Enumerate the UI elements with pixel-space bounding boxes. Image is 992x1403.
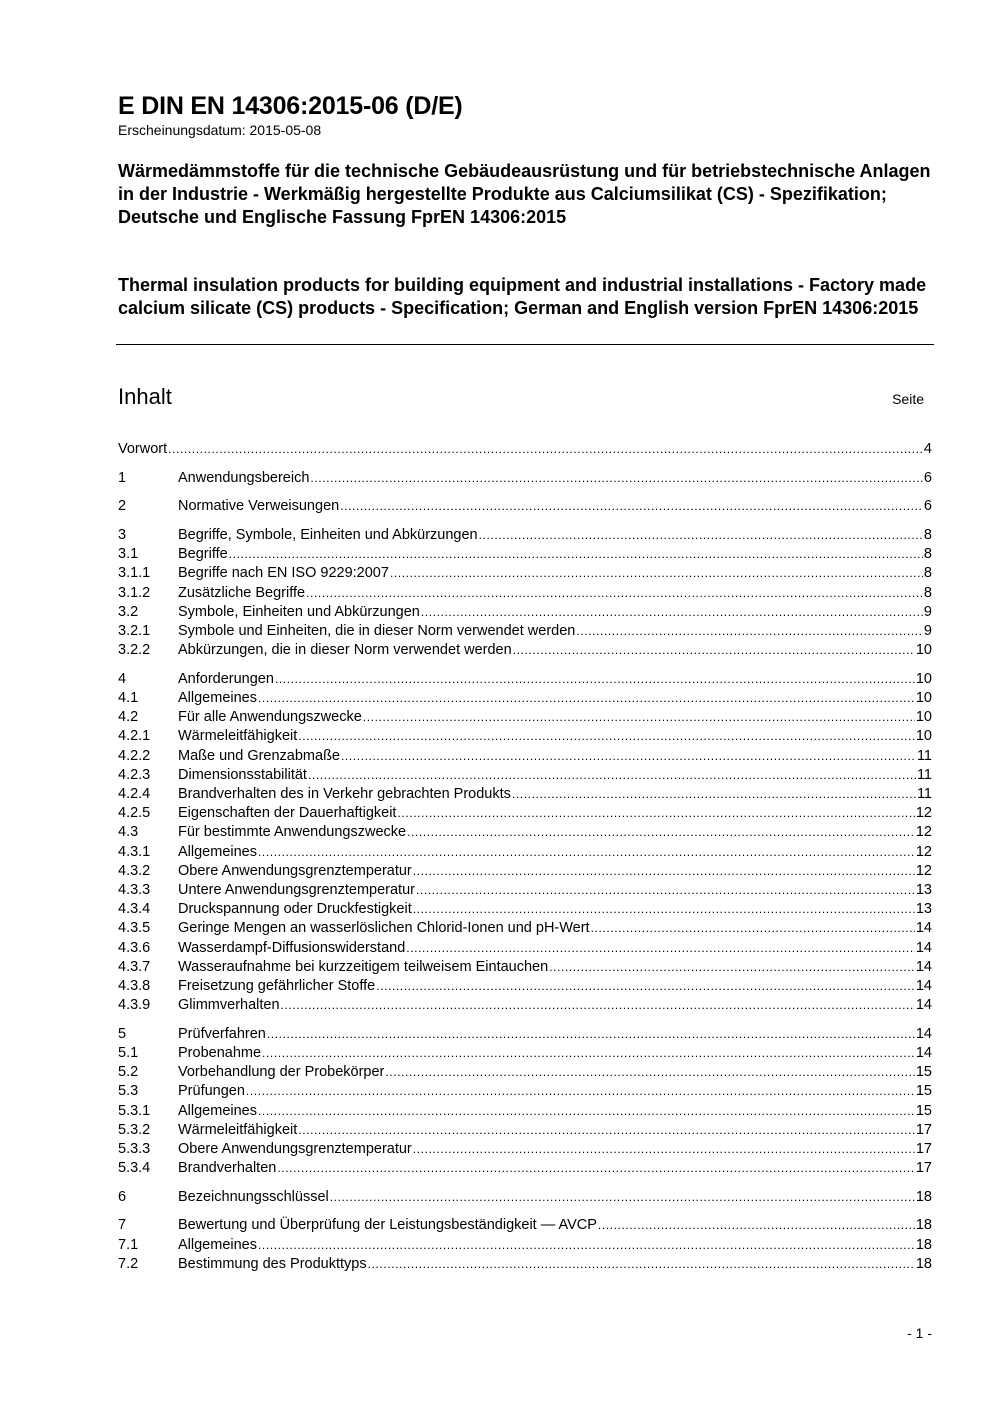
toc-entry-page: 10 [915,728,932,745]
toc-entry-number: 4.3.3 [118,881,151,898]
toc-heading: Inhalt [118,384,172,409]
toc-entry[interactable] [118,1025,932,1044]
toc-entry-number: 6 [118,1188,127,1205]
toc-entry[interactable] [118,1255,932,1274]
toc-dot-leader [591,919,915,938]
toc-entry-title: Bezeichnungsschlüssel [178,1188,329,1205]
toc-entry-page: 14 [915,997,932,1014]
toc-entry[interactable] [118,996,932,1015]
toc-entry-page: 15 [915,1083,932,1100]
toc-entry[interactable] [118,900,932,919]
toc-dot-leader [341,747,916,766]
toc-entry-number: 2 [118,498,127,515]
document-id: E DIN EN 14306:2015-06 (D/E) [118,92,463,120]
toc-entry-title: Wärmeleitfähigkeit [178,1121,298,1138]
toc-dot-leader [258,1236,915,1255]
toc-entry-title: Zusätzliche Begriffe [178,584,306,601]
toc-entry-number: 4.3.4 [118,901,151,918]
toc-entry[interactable] [118,622,932,641]
toc-entry-number: 4.2.4 [118,786,151,802]
toc-entry[interactable] [118,919,932,938]
toc-entry[interactable] [118,440,932,459]
toc-entry[interactable] [118,670,932,689]
toc-entry-page: 14 [915,1025,932,1042]
toc-entry[interactable] [118,689,932,708]
toc-entry[interactable] [118,469,932,488]
toc-entry-page: 18 [915,1217,932,1234]
german-title: Wärmedämmstoffe für die technische Gebäudeausrüstung und für betriebstechnische Anlagen in der Industrie - Werkmäßig hergestellte Produkte aus Calciumsilikat (CS) - Spezifikation; Deutsche und Englische Fassung FprEN 14306:2015 [118,161,931,227]
toc-dot-leader [413,862,915,881]
toc-entry[interactable] [118,881,932,900]
toc-entry-number: 4.2.1 [118,728,151,745]
toc-entry-page: 14 [915,939,932,956]
toc-dot-leader [308,766,916,785]
toc-entry-page: 17 [915,1121,932,1138]
title-divider [116,344,934,345]
toc-entry[interactable] [118,958,932,977]
toc-entry-number: 4.1 [118,690,139,707]
publication-date: Erscheinungsdatum: 2015-05-08 [118,122,322,138]
toc-entry-title: Bestimmung des Produkttyps [178,1255,367,1272]
toc-entry[interactable] [118,545,932,564]
toc-entry-page: 10 [915,642,932,659]
page-number: - 1 - [907,1325,932,1341]
toc-entry-title: Begriffe, Symbole, Einheiten und Abkürzungen [178,527,478,544]
toc-dot-leader [168,440,923,459]
toc-entry[interactable] [118,708,932,727]
toc-entry[interactable] [118,939,932,958]
toc-entry[interactable] [118,584,932,603]
toc-entry-page: 12 [915,824,932,841]
toc-entry[interactable] [118,977,932,996]
toc-entry-page: 12 [915,805,932,822]
toc-dot-leader [246,1082,915,1101]
toc-entry-title: Symbole, Einheiten und Abkürzungen [178,603,420,620]
toc-entry-number: 4.2.2 [118,747,151,764]
toc-entry-number: 4.2 [118,709,139,726]
toc-entry-title: Begriffe [178,546,228,563]
toc-entry-title: Abkürzungen, die in dieser Norm verwendet werden [178,642,512,659]
toc-entry[interactable] [118,862,932,881]
toc-entry[interactable] [118,1063,932,1082]
toc-entry-title: Allgemeines [178,843,257,860]
toc-entry-title: Allgemeines [178,1236,257,1253]
toc-entry-number: 4.3.1 [118,843,151,860]
toc-entry-number: 7.1 [118,1236,139,1253]
toc-entry-number: 3.2.2 [118,642,151,659]
toc-dot-leader [598,1216,915,1235]
toc-entry-page: 17 [915,1160,932,1177]
toc-entry-title: Bewertung und Überprüfung der Leistungsbeständigkeit — AVCP [178,1217,597,1234]
toc-dot-leader [413,900,915,919]
toc-entry-title: Prüfungen [178,1083,245,1100]
toc-dot-leader [262,1044,915,1063]
toc-dot-leader [416,881,915,900]
toc-entry-number: 5.3.3 [118,1140,151,1157]
toc-entry-page: 6 [923,498,932,515]
toc-entry-number: 3.2 [118,603,139,620]
toc-dot-leader [363,708,915,727]
toc-dot-leader [306,584,923,603]
toc-entry[interactable] [118,785,932,804]
toc-entry-title: Begriffe nach EN ISO 9229:2007 [178,565,389,582]
toc-dot-leader [310,469,923,488]
toc-entry-title: Wärmeleitfähigkeit [178,728,298,745]
toc-entry-page: 14 [915,920,932,937]
toc-dot-leader [368,1255,915,1274]
toc-entry-page: 9 [923,623,932,639]
toc-entry-title: Anforderungen [178,670,274,687]
toc-entry-page: 11 [916,786,932,802]
toc-dot-leader [298,1121,915,1140]
toc-entry-title: Dimensionsstabilität [178,766,307,783]
toc-entry-number: 3.1.1 [118,565,151,582]
toc-entry-number: 4.3.6 [118,939,151,956]
toc-entry[interactable] [118,843,932,862]
toc-entry[interactable] [118,1044,932,1063]
toc-entry-title: Allgemeines [178,690,257,707]
toc-dot-leader [421,603,923,622]
toc-entry-title: Normative Verweisungen [178,498,340,515]
toc-entry[interactable] [118,564,932,583]
toc-entry-number: 4.3.8 [118,977,151,994]
toc-entry-title: Probenahme [178,1044,262,1061]
toc-dot-leader [385,1063,914,1082]
toc-entry-page: 14 [915,958,932,975]
toc-entry-page: 18 [915,1255,932,1272]
toc-entry-title: Für bestimmte Anwendungszwecke [178,824,407,841]
toc-entry-number: 3.1.2 [118,584,151,601]
toc-entry[interactable] [118,1102,932,1121]
toc-entry-title: Für alle Anwendungszwecke [178,709,362,726]
toc-entry-number: 5.3.1 [118,1102,151,1119]
toc-entry-title: Anwendungsbereich [178,469,310,486]
toc-entry-page: 13 [915,901,932,918]
toc-entry[interactable] [118,823,932,842]
toc-dot-leader [406,939,915,958]
toc-entry[interactable] [118,1159,932,1178]
toc-entry-page: 11 [916,747,932,764]
toc-entry-page: 17 [915,1140,932,1157]
toc-entry-number: 4.3.9 [118,997,151,1014]
toc-entry-number: 1 [118,469,127,486]
toc-entry-number: 5.2 [118,1064,139,1081]
toc-entry-number: 4.3.7 [118,958,151,975]
toc-entry-title: Eigenschaften der Dauerhaftigkeit [178,805,397,822]
toc-entry-page: 13 [915,881,932,898]
toc-entry-number: Vorwort [118,441,168,457]
toc-entry-title: Brandverhalten des in Verkehr gebrachten Produkts [178,786,511,802]
toc-entry[interactable] [118,1082,932,1101]
toc-entry-number: 3.1 [118,546,139,563]
toc-entry[interactable] [118,497,932,516]
toc-entry-number: 3 [118,527,127,544]
toc-dot-leader [229,545,923,564]
toc-dot-leader [258,1102,915,1121]
toc-entry-page: 12 [915,862,932,879]
table-of-contents [118,440,932,1274]
toc-entry[interactable] [118,1216,932,1235]
toc-dot-leader [258,843,915,862]
toc-dot-leader [512,785,916,804]
toc-entry-title: Obere Anwendungsgrenztemperatur [178,862,412,879]
toc-entry-page: 12 [915,843,932,860]
toc-entry[interactable] [118,766,932,785]
toc-entry-number: 7 [118,1217,127,1234]
toc-entry[interactable] [118,727,932,746]
toc-entry-title: Druckspannung oder Druckfestigkeit [178,901,412,918]
toc-dot-leader [549,958,915,977]
toc-entry-page: 18 [915,1236,932,1253]
toc-entry-page: 9 [923,603,932,620]
toc-entry[interactable] [118,1188,932,1207]
toc-page-column-heading: Seite [892,391,924,407]
toc-entry-title: Freisetzung gefährlicher Stoffe [178,977,376,994]
toc-entry-number: 4.3.2 [118,862,151,879]
toc-entry-title: Maße und Grenzabmaße [178,747,340,764]
toc-entry-number: 4.3 [118,824,139,841]
toc-entry-page: 18 [915,1188,932,1205]
toc-entry-number: 7.2 [118,1255,139,1272]
toc-entry-number: 5 [118,1025,127,1042]
english-title: Thermal insulation products for building equipment and industrial installations - Factory made calcium silicate (CS) products - Specification; German and English version FprEN 14306:2015 [118,275,927,318]
toc-entry-title: Untere Anwendungsgrenztemperatur [178,881,415,898]
toc-dot-leader [267,1025,915,1044]
toc-dot-leader [576,622,923,641]
toc-entry-number: 5.1 [118,1044,139,1061]
toc-dot-leader [376,977,915,996]
toc-entry-page: 14 [915,977,932,994]
toc-dot-leader [407,823,915,842]
toc-entry-page: 8 [923,565,932,582]
toc-entry-title: Wasserdampf-Diffusionswiderstand [178,939,406,956]
toc-entry[interactable] [118,804,932,823]
toc-entry-number: 4.3.5 [118,920,151,937]
toc-entry-number: 3.2.1 [118,623,151,639]
toc-entry-page: 4 [923,441,932,457]
toc-dot-leader [281,996,915,1015]
toc-entry-page: 8 [923,584,932,601]
toc-entry-page: 11 [916,766,932,783]
toc-dot-leader [513,641,915,660]
toc-entry[interactable] [118,526,932,545]
toc-dot-leader [277,1159,915,1178]
toc-entry-page: 14 [915,1044,932,1061]
toc-entry-number: 4.2.3 [118,766,151,783]
toc-dot-leader [275,670,915,689]
toc-entry-number: 5.3 [118,1083,139,1100]
toc-entry-title: Allgemeines [178,1102,257,1119]
toc-dot-leader [258,689,915,708]
toc-entry-title: Glimmverhalten [178,997,280,1014]
toc-dot-leader [390,564,923,583]
toc-entry-page: 10 [915,709,932,726]
toc-entry-page: 8 [923,546,932,563]
toc-entry-title: Prüfverfahren [178,1025,266,1042]
toc-entry-title: Geringe Mengen an wasserlöslichen Chlorid-Ionen und pH-Wert [178,920,590,937]
toc-entry-number: 5.3.2 [118,1121,151,1138]
toc-dot-leader [298,727,915,746]
toc-dot-leader [479,526,923,545]
toc-entry-title: Brandverhalten [178,1160,277,1177]
toc-entry[interactable] [118,1236,932,1255]
toc-entry-number: 5.3.4 [118,1160,151,1177]
toc-entry[interactable] [118,1140,932,1159]
toc-dot-leader [397,804,914,823]
toc-entry-number: 4.2.5 [118,805,151,822]
toc-entry[interactable] [118,603,932,622]
toc-entry-page: 10 [915,690,932,707]
toc-entry[interactable] [118,641,932,660]
toc-entry-title: Symbole und Einheiten, die in dieser Norm verwendet werden [178,623,576,639]
toc-entry[interactable] [118,747,932,766]
toc-entry-page: 10 [915,670,932,687]
toc-dot-leader [413,1140,915,1159]
toc-entry[interactable] [118,1121,932,1140]
toc-entry-page: 6 [923,469,932,486]
toc-entry-page: 15 [915,1064,932,1081]
toc-entry-title: Obere Anwendungsgrenztemperatur [178,1140,412,1157]
toc-entry-page: 8 [923,527,932,544]
toc-entry-title: Wasseraufnahme bei kurzzeitigem teilweisem Eintauchen [178,958,549,975]
toc-entry-number: 4 [118,670,127,687]
toc-dot-leader [340,497,923,516]
toc-entry-title: Vorbehandlung der Probekörper [178,1064,385,1081]
toc-entry-page: 15 [915,1102,932,1119]
toc-dot-leader [330,1188,915,1207]
